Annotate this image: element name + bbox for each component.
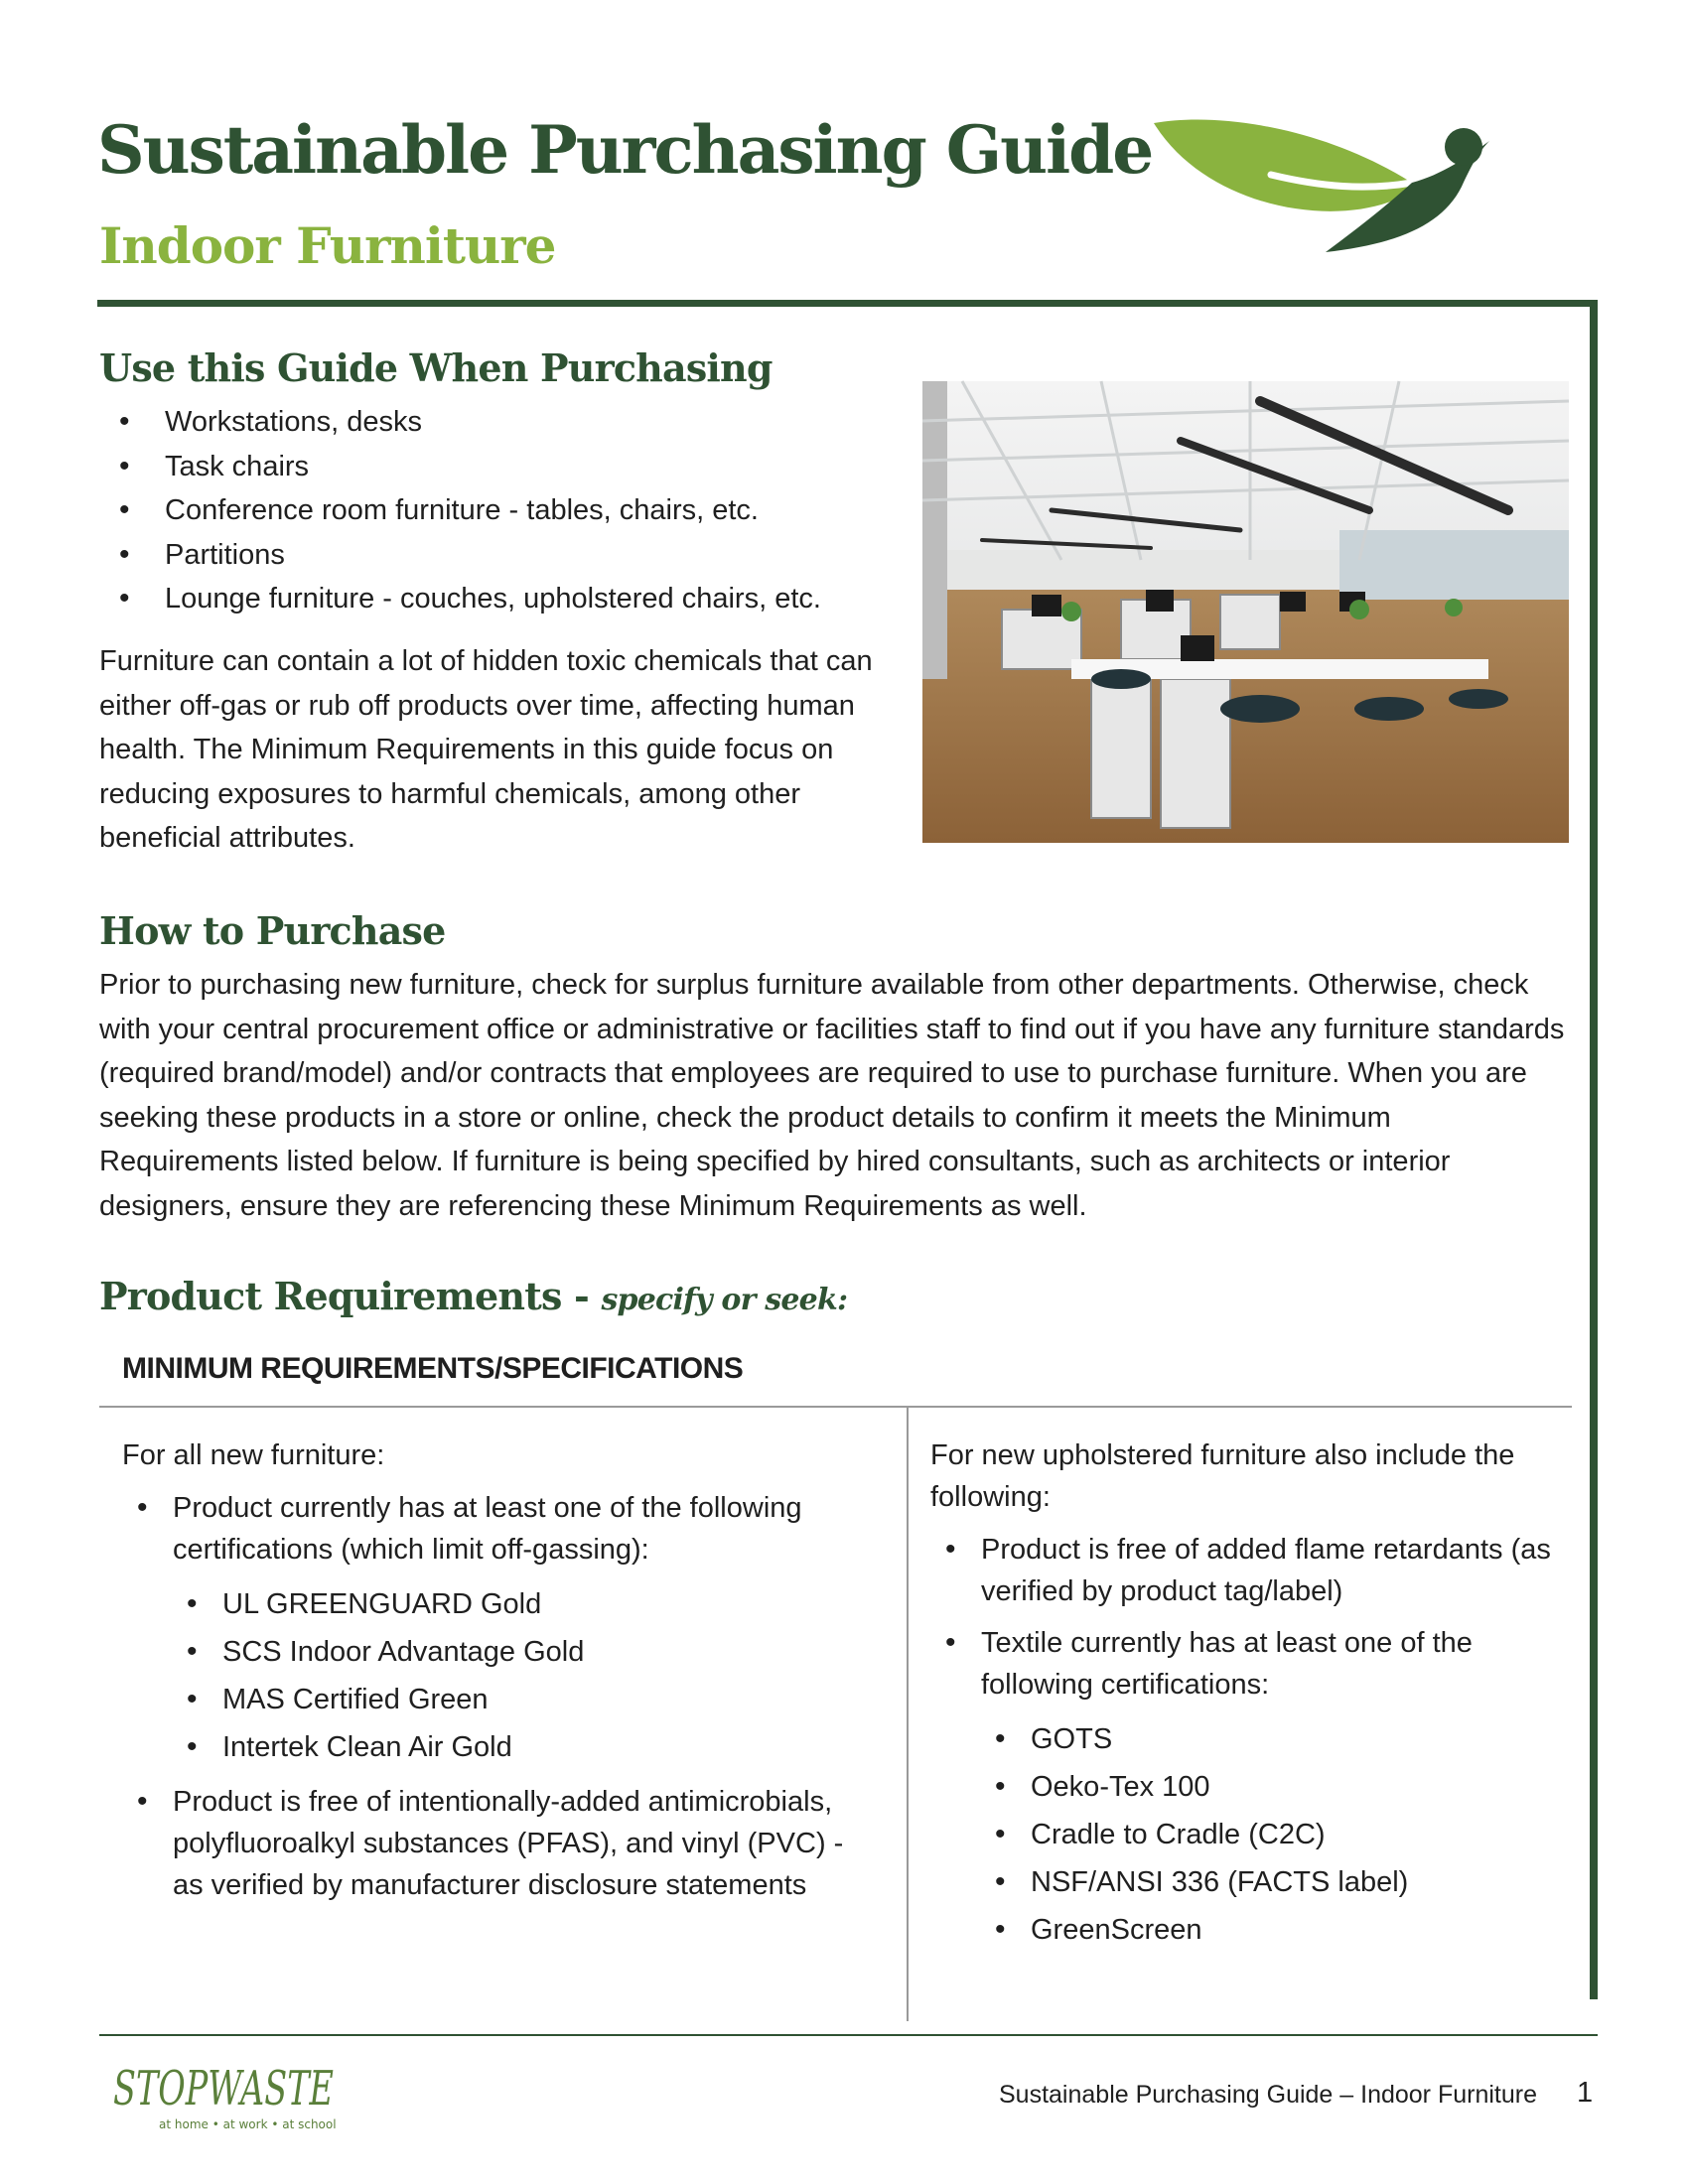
list-item: • NSF/ANSI 336 (FACTS label) (981, 1858, 1567, 1906)
left-column-list (123, 1487, 878, 1916)
right-bullet-textile: Textile currently has at least one of the following certifications: (981, 1627, 1473, 1701)
list-item: • Conference room furniture - tables, chairs, etc. (99, 488, 821, 533)
stopwaste-logo-text: STOPWASTE (113, 2061, 334, 2116)
list-item: • UL GREENGUARD Gold (173, 1580, 878, 1628)
footer-rule (99, 2034, 1598, 2036)
stopwaste-logo-icon (111, 2049, 340, 2138)
list-item: • Product is free of added flame retardants (as verified by product tag/label) (931, 1529, 1567, 1612)
product-req-heading-main: Product Requirements - (99, 1274, 602, 1318)
side-rule (1590, 300, 1598, 1999)
list-item: • GOTS (981, 1715, 1567, 1763)
list-item: • Oeko-Tex 100 (981, 1763, 1567, 1811)
product-req-heading-em: specify or seek: (601, 1283, 848, 1317)
header-rule (97, 300, 1598, 307)
product-req-heading (99, 1274, 847, 1318)
stopwaste-tagline: at home • at work • at school (159, 2117, 337, 2131)
page-title: Sustainable Purchasing Guide (97, 111, 1153, 189)
list-item (931, 1622, 1567, 1954)
list-item: • Product is free of intentionally-added antimicrobials, polyfluoroalkyl substances (PFAS), and vinyl (PVC) - as verified by manufacturer disclosure statements (123, 1781, 878, 1906)
leaf-person-logo-icon (1152, 117, 1499, 256)
left-cert-list (173, 1580, 878, 1771)
table-rule (99, 1406, 1572, 1408)
list-item: • MAS Certified Green (173, 1676, 878, 1723)
right-column-intro: For new upholstered furniture also include the following: (930, 1439, 1515, 1513)
left-bullet-certifications: Product currently has at least one of the following certifications (which limit off-gassing): (173, 1492, 802, 1566)
how-to-paragraph: Prior to purchasing new furniture, check for surplus furniture available from other departments. Otherwise, check with your central procurement office or administrative or facilities staff to find out if you have any furniture standards (required brand/model) and/or contracts that employees are required to use to purchase furniture. When you are seeking these products in a store or online, check the product details to confirm it meets the Minimum Requirements listed below. If furniture is being specified by hired consultants, such as architects or interior designers, ensure they are referencing these Minimum Requirements as well. (99, 969, 1565, 1222)
table-header: MINIMUM REQUIREMENTS/SPECIFICATIONS (122, 1352, 744, 1385)
use-guide-list (99, 400, 821, 621)
use-guide-heading: Use this Guide When Purchasing (99, 345, 773, 390)
right-cert-list (981, 1715, 1567, 1954)
right-column-list (931, 1529, 1567, 1964)
list-item: • Intertek Clean Air Gold (173, 1723, 878, 1771)
list-item: • SCS Indoor Advantage Gold (173, 1628, 878, 1676)
list-item: • Lounge furniture - couches, upholstered chairs, etc. (99, 577, 821, 621)
footer-guide-label: Sustainable Purchasing Guide – Indoor Furniture (999, 2081, 1537, 2109)
page-number: 1 (1577, 2077, 1594, 2109)
how-to-heading: How to Purchase (99, 908, 446, 953)
left-column-intro: For all new furniture: (122, 1439, 385, 1471)
page-subtitle: Indoor Furniture (99, 216, 556, 275)
list-item: • Task chairs (99, 445, 821, 489)
list-item: • Cradle to Cradle (C2C) (981, 1811, 1567, 1858)
list-item (123, 1487, 878, 1771)
list-item: • Workstations, desks (99, 400, 821, 445)
list-item: • GreenScreen (981, 1906, 1567, 1954)
office-photo-icon (922, 381, 1569, 843)
list-item: • Partitions (99, 533, 821, 578)
intro-paragraph: Furniture can contain a lot of hidden toxic chemicals that can either off-gas or rub off products over time, affecting human health. The Minimum Requirements in this guide focus on reducing exposures to harmful chemicals, among other beneficial attributes. (99, 645, 873, 854)
table-column-divider (907, 1408, 909, 2021)
